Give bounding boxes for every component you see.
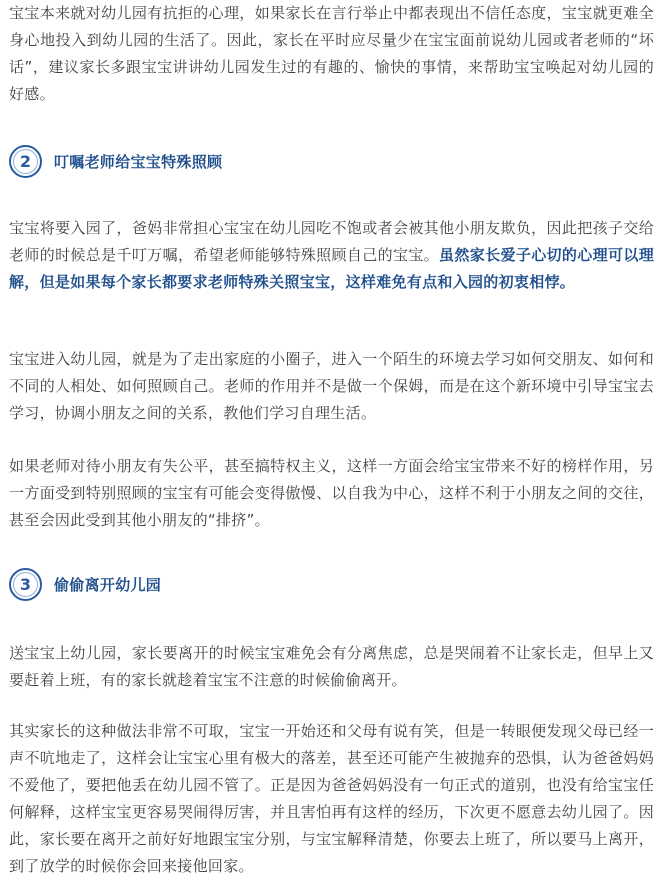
section-number: 2 [19,151,32,171]
paragraph-5-text: 送宝宝上幼儿园，家长要离开的时候宝宝难免会有分离焦虑，总是哭闹着不让家长走，但早上又要赶着上班，有的家长就趁着宝宝不注意的时候偷偷离开。 [9,644,654,689]
section-number: 3 [19,574,32,594]
paragraph-2-highlight: 虽然家长爱子心切的心理可以理解，但是如果每个家长都要求老师特殊关照宝宝，这样难免有点和入园的初衷相悖。 [9,246,655,291]
paragraph-2 [9,215,654,296]
paragraph-5 [9,640,654,694]
paragraph-1-text: 宝宝本来就对幼儿园有抗拒的心理，如果家长在言行举止中都表现出不信任态度，宝宝就更难全身心地投入到幼儿园的生活了。因此，家长在平时应尽量少在宝宝面前说幼儿园或者老师的“坏话”，建议家长多跟宝宝讲讲幼儿园发生过的有趣的、愉快的事情，来帮助宝宝唤起对幼儿园的好感。 [9,4,654,103]
section-number-badge [9,145,42,178]
section-heading-3 [9,564,161,604]
paragraph-6 [9,718,654,880]
paragraph-3 [9,346,654,427]
paragraph-4 [9,453,654,534]
paragraph-2-text: 宝宝将要入园了，爸妈非常担心宝宝在幼儿园吃不饱或者会被其他小朋友欺负，因此把孩子交给老师的时候总是千叮万嘱，希望老师能够特殊照顾自己的宝宝。 [9,219,654,264]
section-heading-2 [9,141,222,181]
paragraph-6-text: 其实家长的这种做法非常不可取，宝宝一开始还和父母有说有笑，但是一转眼便发现父母已经一声不吭地走了，这样会让宝宝心里有极大的落差，甚至还可能产生被抛弃的恐惧，认为爸爸妈妈不爱他了，要把他丢在幼儿园不管了。正是因为爸爸妈妈没有一句正式的道别，也没有给宝宝任何解释，这样宝宝更容易哭闹得厉害，并且害怕再有这样的经历，下次更不愿意去幼儿园了。因此，家长要在离开之前好好地跟宝宝分别，与宝宝解释清楚，你要去上班了，所以要马上离开，到了放学的时候你会回来接他回家。 [9,722,654,875]
section-title: 偷偷离开幼儿园 [54,575,162,594]
section-title: 叮嘱老师给宝宝特殊照顾 [54,152,223,171]
section-number-badge [9,568,42,601]
paragraph-4-text: 如果老师对待小朋友有失公平，甚至搞特权主义，这样一方面会给宝宝带来不好的榜样作用，另一方面受到特别照顾的宝宝有可能会变得傲慢、以自我为中心，这样不利于小朋友之间的交往，甚至会因此受到其他小朋友的“排挤”。 [9,457,654,529]
paragraph-1 [9,0,654,108]
paragraph-3-text: 宝宝进入幼儿园，就是为了走出家庭的小圈子，进入一个陌生的环境去学习如何交朋友、如何和不同的人相处、如何照顾自己。老师的作用并不是做一个保姆，而是在这个新环境中引导宝宝去学习，协调小朋友之间的关系，教他们学习自理生活。 [9,350,654,422]
